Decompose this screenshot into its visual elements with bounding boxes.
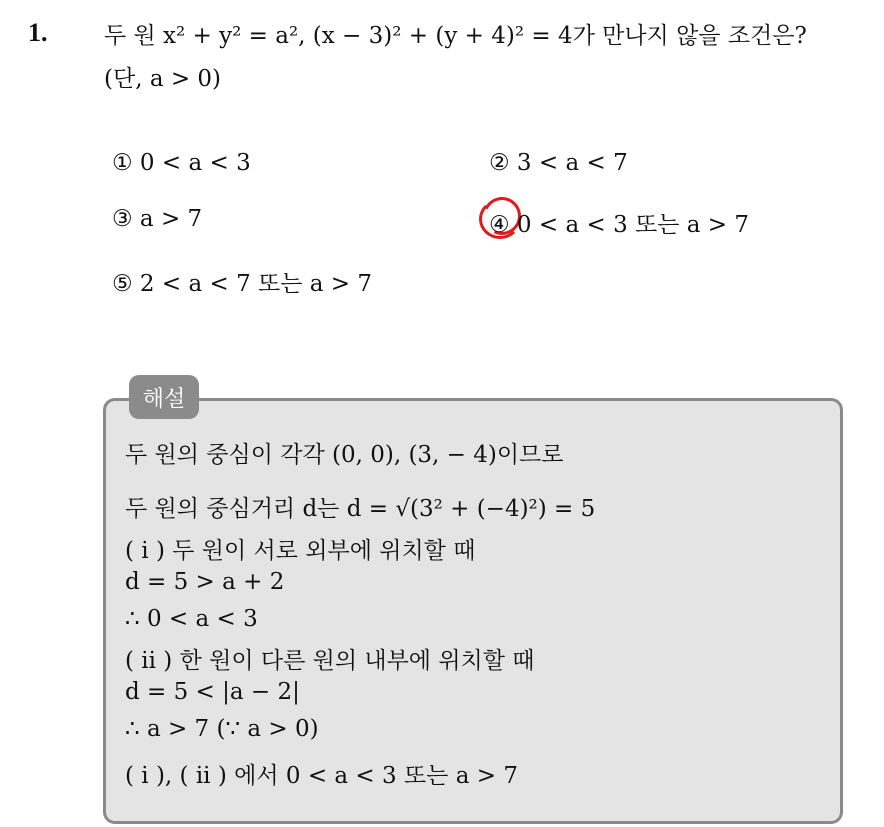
choice-4[interactable]: ④ 0 < a < 3 또는 a > 7: [489, 212, 749, 238]
solution-line-9: ( i ), ( ii ) 에서 0 < a < 3 또는 a > 7: [125, 763, 518, 789]
solution-line-6: ( ii ) 한 원이 다른 원의 내부에 위치할 때: [125, 648, 535, 674]
solution-line-5: ∴ 0 < a < 3: [125, 606, 258, 632]
solution-line-3: ( i ) 두 원이 서로 외부에 위치할 때: [125, 538, 476, 564]
solution-tab: 해설: [129, 375, 199, 419]
choice-3[interactable]: ③ a > 7: [112, 206, 203, 232]
question-text: 두 원 x² + y² = a², (x − 3)² + (y + 4)² = 4가 만나지 않을 조건은?: [104, 23, 807, 49]
choice-1[interactable]: ① 0 < a < 3: [112, 150, 251, 176]
solution-line-8: ∴ a > 7 (∵ a > 0): [125, 716, 319, 742]
solution-line-2: 두 원의 중심거리 d는 d = √(3² + (−4)²) = 5: [125, 496, 596, 522]
choice-5[interactable]: ⑤ 2 < a < 7 또는 a > 7: [112, 271, 372, 297]
solution-line-1: 두 원의 중심이 각각 (0, 0), (3, − 4)이므로: [125, 442, 564, 468]
question-condition: (단, a > 0): [104, 66, 222, 92]
choice-2[interactable]: ② 3 < a < 7: [489, 150, 628, 176]
solution-line-4: d = 5 > a + 2: [125, 569, 285, 595]
solution-line-7: d = 5 < |a − 2|: [125, 679, 300, 705]
question-number: 1.: [28, 18, 48, 47]
